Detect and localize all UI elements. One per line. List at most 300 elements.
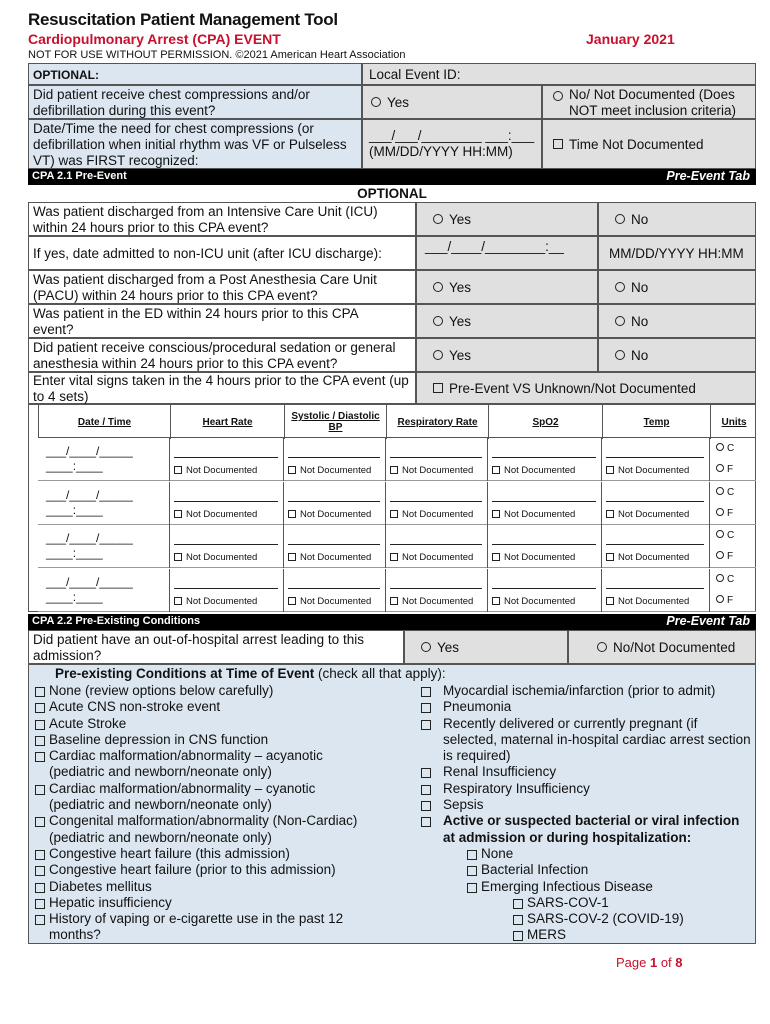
condition-label: Hepatic insufficiency xyxy=(49,894,172,910)
not-documented-label: Not Documented xyxy=(186,465,258,476)
sedation-question: Did patient receive conscious/procedural sedation or general anesthesia within 24 hours prior to this CPA event? xyxy=(33,340,396,371)
unit-label: C xyxy=(727,573,735,585)
checkbox-icon[interactable] xyxy=(390,597,398,605)
checkbox-icon[interactable] xyxy=(467,883,477,893)
entry-line xyxy=(288,501,380,502)
checkbox-icon[interactable] xyxy=(433,383,443,393)
checkbox-icon[interactable] xyxy=(174,597,182,605)
checkbox-icon[interactable] xyxy=(421,817,431,827)
radio-icon[interactable] xyxy=(716,508,724,516)
local-event-id-field[interactable] xyxy=(362,63,756,85)
condition-option[interactable] xyxy=(33,862,371,878)
checkbox-icon[interactable] xyxy=(174,510,182,518)
sedation-yes: Yes xyxy=(449,347,472,363)
vitals-datetime-field[interactable] xyxy=(38,525,170,568)
unit-label: C xyxy=(727,530,735,541)
radio-icon[interactable] xyxy=(553,91,563,101)
checkbox-icon[interactable] xyxy=(288,510,296,518)
checkbox-icon[interactable] xyxy=(421,801,431,811)
unit-option[interactable] xyxy=(716,525,756,546)
vitals-question: Enter vital signs taken in the 4 hours prior to the CPA event (up to 4 sets) xyxy=(33,373,409,404)
vitals-value-field[interactable] xyxy=(386,569,488,612)
optional-heading: OPTIONAL xyxy=(357,186,427,201)
checkbox-icon[interactable] xyxy=(35,899,45,909)
checkbox-icon[interactable] xyxy=(390,510,398,518)
not-documented-label: Not Documented xyxy=(618,508,690,520)
checkbox-icon[interactable] xyxy=(390,466,398,474)
page-prefix: Page xyxy=(616,955,650,970)
radio-icon[interactable] xyxy=(716,551,724,559)
date-blank: ___/____/_____ xyxy=(46,444,133,458)
ohca-question: Did patient have an out-of-hospital arrest leading to this admission? xyxy=(33,632,364,663)
icu-no-option[interactable] xyxy=(598,202,756,236)
document-title: Resuscitation Patient Management Tool xyxy=(28,10,338,29)
vitals-value-field[interactable] xyxy=(602,525,710,568)
col-date-time: Date / Time xyxy=(39,405,171,439)
vitals-unknown-option[interactable] xyxy=(416,372,756,404)
radio-icon[interactable] xyxy=(716,487,724,495)
q2-nd-label: Time Not Documented xyxy=(569,136,704,152)
ohca-question-cell xyxy=(28,630,404,664)
section-2-1-tab: Pre-Event Tab xyxy=(666,169,750,183)
col-bp: Systolic / Diastolic BP xyxy=(285,405,387,439)
entry-line xyxy=(492,588,596,589)
unit-label: F xyxy=(727,594,734,606)
unit-label: F xyxy=(727,507,734,519)
ed-no: No xyxy=(631,313,649,329)
radio-icon[interactable] xyxy=(615,316,625,326)
not-documented-checkbox[interactable] xyxy=(174,509,257,520)
condition-option[interactable] xyxy=(33,911,371,944)
ohca-yes: Yes xyxy=(437,639,460,655)
pacu-yes-option[interactable] xyxy=(416,270,598,304)
not-documented-checkbox[interactable] xyxy=(174,596,257,607)
condition-option[interactable] xyxy=(33,748,371,781)
icu-date-format-cell xyxy=(598,236,756,270)
event-subtitle: Cardiopulmonary Arrest (CPA) EVENT xyxy=(28,31,281,47)
radio-icon[interactable] xyxy=(371,97,381,107)
unit-label: F xyxy=(727,551,734,562)
vitals-datetime-field[interactable] xyxy=(38,438,170,481)
section-2-2-tab: Pre-Event Tab xyxy=(666,614,750,628)
not-documented-label: Not Documented xyxy=(186,552,258,563)
checkbox-icon[interactable] xyxy=(390,553,398,561)
units-field[interactable] xyxy=(710,525,756,568)
conditions-label: Pre-existing Conditions at Time of Event xyxy=(55,666,315,681)
condition-label: Cardiac malformation/abnormality – acyanotic (pediatric and newborn/neonate only) xyxy=(49,748,323,780)
entry-line xyxy=(288,588,380,589)
icu-question-cell xyxy=(28,202,416,236)
ed-yes: Yes xyxy=(449,313,472,329)
radio-icon[interactable] xyxy=(433,350,443,360)
unit-label: C xyxy=(727,486,735,498)
condition-option[interactable] xyxy=(419,813,753,846)
not-documented-label: Not Documented xyxy=(186,595,258,607)
checkbox-icon[interactable] xyxy=(35,720,45,730)
radio-icon[interactable] xyxy=(716,464,724,472)
checkbox-icon[interactable] xyxy=(35,687,45,697)
condition-option[interactable] xyxy=(419,683,753,699)
condition-label: Emerging Infectious Disease xyxy=(481,878,653,894)
checkbox-icon[interactable] xyxy=(492,553,500,561)
not-documented-label: Not Documented xyxy=(618,595,690,607)
icu-yes-option[interactable] xyxy=(416,202,598,236)
checkbox-icon[interactable] xyxy=(421,785,431,795)
not-documented-checkbox[interactable] xyxy=(606,552,689,563)
optional-label-cell xyxy=(28,63,362,85)
sedation-no-option[interactable] xyxy=(598,338,756,372)
conditions-left-list xyxy=(33,683,371,944)
condition-option[interactable] xyxy=(419,699,753,715)
radio-icon[interactable] xyxy=(433,282,443,292)
checkbox-icon[interactable] xyxy=(467,850,477,860)
not-documented-label: Not Documented xyxy=(402,552,474,563)
page-mid: of xyxy=(657,955,676,970)
condition-option[interactable] xyxy=(33,895,371,911)
q2-text: Date/Time the need for chest compressions (or defibrillation when initial rhythm was VF or Pulseless VT) was FIRST recognized: xyxy=(33,121,347,168)
entry-line xyxy=(390,544,482,545)
icu-date-format: MM/DD/YYYY HH:MM xyxy=(609,245,744,261)
vitals-value-field[interactable] xyxy=(170,438,284,481)
local-event-id-label: Local Event ID: xyxy=(369,67,461,82)
q2-not-documented-option[interactable] xyxy=(542,119,756,169)
condition-label: SARS-COV-1 xyxy=(527,894,609,910)
time-blank: ____:____ xyxy=(46,459,103,473)
not-documented-checkbox[interactable] xyxy=(492,596,575,607)
vitals-value-field[interactable] xyxy=(284,569,386,612)
entry-line xyxy=(390,501,482,502)
condition-label: None xyxy=(481,845,514,861)
not-documented-checkbox[interactable] xyxy=(390,596,473,607)
unit-option[interactable] xyxy=(716,459,756,480)
q1-no-option[interactable] xyxy=(542,85,756,119)
unit-option[interactable] xyxy=(716,482,756,503)
vitals-value-field[interactable] xyxy=(284,525,386,568)
condition-label: Recently delivered or currently pregnant (if selected, maternal in-hospital cardiac arrest section is required) xyxy=(443,715,751,764)
col-spo2: SpO2 xyxy=(489,405,603,439)
entry-line xyxy=(288,457,380,458)
checkbox-icon[interactable] xyxy=(35,850,45,860)
not-documented-label: Not Documented xyxy=(504,465,576,476)
copyright-notice: NOT FOR USE WITHOUT PERMISSION. ©2021 American Heart Association xyxy=(28,49,406,61)
radio-icon[interactable] xyxy=(716,530,724,538)
sedation-yes-option[interactable] xyxy=(416,338,598,372)
unit-label: C xyxy=(727,443,735,454)
units-field[interactable] xyxy=(710,438,756,481)
units-field[interactable] xyxy=(710,569,756,612)
entry-line xyxy=(606,501,704,502)
checkbox-icon[interactable] xyxy=(606,466,614,474)
checkbox-icon[interactable] xyxy=(174,466,182,474)
vitals-value-field[interactable] xyxy=(602,438,710,481)
condition-option[interactable] xyxy=(33,846,371,862)
vitals-row xyxy=(38,569,756,612)
condition-option[interactable] xyxy=(419,716,753,765)
radio-icon[interactable] xyxy=(716,574,724,582)
checkbox-icon[interactable] xyxy=(35,736,45,746)
condition-option[interactable] xyxy=(33,813,371,846)
checkbox-icon[interactable] xyxy=(467,866,477,876)
entry-line xyxy=(606,457,704,458)
condition-label: Congestive heart failure (prior to this admission) xyxy=(49,862,336,878)
icu-date-question-cell xyxy=(28,236,416,270)
q2-datetime-field[interactable] xyxy=(362,119,542,169)
icu-date-blank: ___/____/________:__ xyxy=(425,239,564,254)
not-documented-checkbox[interactable] xyxy=(606,465,689,476)
radio-icon[interactable] xyxy=(615,282,625,292)
condition-label: Congenital malformation/abnormality (Non-Cardiac) (pediatric and newborn/neonate only) xyxy=(49,813,358,845)
section-2-2-title: CPA 2.2 Pre-Existing Conditions xyxy=(32,615,201,627)
not-documented-checkbox[interactable] xyxy=(390,509,473,520)
entry-line xyxy=(606,544,704,545)
checkbox-icon[interactable] xyxy=(606,510,614,518)
not-documented-checkbox[interactable] xyxy=(606,596,689,607)
vitals-value-field[interactable] xyxy=(386,438,488,481)
unit-option[interactable] xyxy=(716,546,756,567)
sedation-no: No xyxy=(631,347,649,363)
condition-option[interactable] xyxy=(33,683,371,699)
vitals-value-field[interactable] xyxy=(488,525,602,568)
checkbox-icon[interactable] xyxy=(288,466,296,474)
entry-line xyxy=(492,544,596,545)
condition-option[interactable] xyxy=(419,927,753,943)
not-documented-label: Not Documented xyxy=(504,508,576,520)
vitals-datetime-field[interactable] xyxy=(38,569,170,612)
not-documented-label: Not Documented xyxy=(300,595,372,607)
not-documented-checkbox[interactable] xyxy=(390,465,473,476)
ed-question: Was patient in the ED within 24 hours prior to this CPA event? xyxy=(33,306,358,337)
condition-label: MERS xyxy=(527,927,567,943)
not-documented-checkbox[interactable] xyxy=(390,552,473,563)
checkbox-icon[interactable] xyxy=(513,899,523,909)
condition-label: Diabetes mellitus xyxy=(49,878,152,894)
vitals-datetime-field[interactable] xyxy=(38,482,170,525)
condition-option[interactable] xyxy=(33,716,371,732)
vitals-value-field[interactable] xyxy=(386,525,488,568)
condition-option[interactable] xyxy=(419,862,753,878)
icu-date-question: If yes, date admitted to non-ICU unit (after ICU discharge): xyxy=(33,246,382,261)
col-temp: Temp xyxy=(603,405,711,439)
vitals-value-field[interactable] xyxy=(488,482,602,525)
condition-label: Pneumonia xyxy=(443,699,512,715)
condition-option[interactable] xyxy=(33,699,371,715)
checkbox-icon[interactable] xyxy=(174,553,182,561)
checkbox-icon[interactable] xyxy=(421,687,431,697)
condition-option[interactable] xyxy=(419,781,753,797)
condition-label: Myocardial ischemia/infarction (prior to admit) xyxy=(443,683,716,698)
page-total: 8 xyxy=(675,955,683,970)
vitals-value-field[interactable] xyxy=(488,438,602,481)
checkbox-icon[interactable] xyxy=(288,597,296,605)
checkbox-icon[interactable] xyxy=(606,597,614,605)
checkbox-icon[interactable] xyxy=(421,768,431,778)
radio-icon[interactable] xyxy=(615,350,625,360)
section-2-2-header xyxy=(28,614,756,630)
vitals-row xyxy=(38,438,756,481)
not-documented-label: Not Documented xyxy=(504,552,576,563)
vitals-value-field[interactable] xyxy=(386,482,488,525)
col-resp-rate: Respiratory Rate xyxy=(387,405,489,439)
time-blank: ____:____ xyxy=(46,589,103,604)
ed-yes-option[interactable] xyxy=(416,304,598,338)
checkbox-icon[interactable] xyxy=(35,883,45,893)
conditions-heading xyxy=(55,666,446,682)
condition-label: Active or suspected bacterial or viral infection at admission or during hospitalization: xyxy=(443,813,740,845)
q2-blank: ___/___/________ ___:___ xyxy=(369,128,535,143)
not-documented-label: Not Documented xyxy=(618,552,690,563)
conditions-right-list xyxy=(419,683,753,944)
section-2-1-header xyxy=(28,169,756,185)
page-current: 1 xyxy=(649,955,658,970)
entry-line xyxy=(174,501,278,502)
not-documented-label: Not Documented xyxy=(402,465,474,476)
checkbox-icon[interactable] xyxy=(35,866,45,876)
version-date: January 2021 xyxy=(586,31,675,47)
not-documented-checkbox[interactable] xyxy=(492,465,575,476)
vitals-question-cell xyxy=(28,372,416,404)
not-documented-checkbox[interactable] xyxy=(288,596,371,607)
time-blank: ____:____ xyxy=(46,502,103,517)
optional-label: OPTIONAL: xyxy=(33,68,99,82)
date-blank: ___/____/_____ xyxy=(46,531,133,545)
not-documented-checkbox[interactable] xyxy=(492,509,575,520)
unit-option[interactable] xyxy=(716,569,756,590)
not-documented-checkbox[interactable] xyxy=(174,465,257,476)
condition-label: Acute Stroke xyxy=(49,715,127,731)
not-documented-label: Not Documented xyxy=(300,508,372,520)
vitals-value-field[interactable] xyxy=(284,438,386,481)
vitals-value-field[interactable] xyxy=(170,525,284,568)
radio-icon[interactable] xyxy=(597,642,607,652)
condition-label: SARS-COV-2 (COVID-19) xyxy=(527,911,684,927)
checkbox-icon[interactable] xyxy=(492,466,500,474)
pacu-no: No xyxy=(631,279,649,295)
unit-option[interactable] xyxy=(716,438,756,459)
radio-icon[interactable] xyxy=(716,443,724,451)
pacu-yes: Yes xyxy=(449,279,472,295)
sedation-question-cell xyxy=(28,338,416,372)
condition-label: Cardiac malformation/abnormality – cyanotic (pediatric and newborn/neonate only) xyxy=(49,780,316,813)
pacu-question-cell xyxy=(28,270,416,304)
checkbox-icon[interactable] xyxy=(492,597,500,605)
checkbox-icon[interactable] xyxy=(35,752,45,762)
not-documented-label: Not Documented xyxy=(402,508,474,520)
not-documented-checkbox[interactable] xyxy=(492,552,575,563)
entry-line xyxy=(492,457,596,458)
condition-option[interactable] xyxy=(33,879,371,895)
radio-icon[interactable] xyxy=(716,595,724,603)
condition-label: Renal Insufficiency xyxy=(443,764,557,780)
checkbox-icon[interactable] xyxy=(606,553,614,561)
condition-option[interactable] xyxy=(419,911,753,927)
pacu-question: Was patient discharged from a Post Anesthesia Care Unit (PACU) within 24 hours prior to this CPA event? xyxy=(33,272,377,303)
conditions-hint: (check all that apply): xyxy=(314,666,446,681)
condition-option[interactable] xyxy=(419,846,753,862)
checkbox-icon[interactable] xyxy=(35,915,45,925)
checkbox-icon[interactable] xyxy=(553,139,563,149)
time-blank: ____:____ xyxy=(46,546,103,560)
units-field[interactable] xyxy=(710,482,756,525)
condition-label: Sepsis xyxy=(443,797,484,813)
not-documented-label: Not Documented xyxy=(300,465,372,476)
not-documented-label: Not Documented xyxy=(504,595,576,607)
condition-label: Baseline depression in CNS function xyxy=(49,731,269,747)
condition-option[interactable] xyxy=(419,879,753,895)
not-documented-checkbox[interactable] xyxy=(606,509,689,520)
vitals-value-field[interactable] xyxy=(602,482,710,525)
not-documented-checkbox[interactable] xyxy=(288,465,371,476)
condition-label: History of vaping or e-cigarette use in the past 12 months? xyxy=(49,911,344,943)
checkbox-icon[interactable] xyxy=(35,785,45,795)
not-documented-checkbox[interactable] xyxy=(174,552,257,563)
unit-option[interactable] xyxy=(716,590,756,611)
vitals-value-field[interactable] xyxy=(602,569,710,612)
ohca-yes-option[interactable] xyxy=(404,630,568,664)
checkbox-icon[interactable] xyxy=(492,510,500,518)
checkbox-icon[interactable] xyxy=(35,817,45,827)
checkbox-icon[interactable] xyxy=(421,703,431,713)
vitals-value-field[interactable] xyxy=(170,569,284,612)
unit-label: F xyxy=(727,464,734,475)
checkbox-icon[interactable] xyxy=(288,553,296,561)
ohca-no-option[interactable] xyxy=(568,630,756,664)
vitals-header-row xyxy=(38,404,756,438)
pacu-no-option[interactable] xyxy=(598,270,756,304)
conditions-panel xyxy=(28,664,756,944)
condition-option[interactable] xyxy=(419,764,753,780)
vitals-value-field[interactable] xyxy=(170,482,284,525)
unit-option[interactable] xyxy=(716,503,756,524)
vitals-row xyxy=(38,525,756,568)
radio-icon[interactable] xyxy=(433,214,443,224)
condition-option[interactable] xyxy=(33,781,371,814)
entry-line xyxy=(288,544,380,545)
entry-line xyxy=(492,501,596,502)
radio-icon[interactable] xyxy=(421,642,431,652)
q2-cell xyxy=(28,119,362,169)
q1-yes-label: Yes xyxy=(387,94,410,110)
condition-option[interactable] xyxy=(419,895,753,911)
condition-option[interactable] xyxy=(419,797,753,813)
vitals-value-field[interactable] xyxy=(488,569,602,612)
radio-icon[interactable] xyxy=(433,316,443,326)
condition-label: None (review options below carefully) xyxy=(49,683,274,698)
entry-line xyxy=(174,588,278,589)
not-documented-label: Not Documented xyxy=(186,508,258,520)
entry-line xyxy=(174,544,278,545)
ed-no-option[interactable] xyxy=(598,304,756,338)
vitals-row xyxy=(38,482,756,525)
not-documented-checkbox[interactable] xyxy=(288,509,371,520)
checkbox-icon[interactable] xyxy=(421,720,431,730)
condition-label: Acute CNS non-stroke event xyxy=(49,699,221,715)
checkbox-icon[interactable] xyxy=(513,915,523,925)
not-documented-checkbox[interactable] xyxy=(288,552,371,563)
not-documented-label: Not Documented xyxy=(300,552,372,563)
checkbox-icon[interactable] xyxy=(35,703,45,713)
q1-yes-option[interactable] xyxy=(362,85,542,119)
q2-format: (MM/DD/YYYY HH:MM) xyxy=(369,144,513,159)
condition-option[interactable] xyxy=(33,732,371,748)
checkbox-icon[interactable] xyxy=(513,931,523,941)
icu-date-field[interactable] xyxy=(416,236,598,270)
vitals-value-field[interactable] xyxy=(284,482,386,525)
date-blank: ___/____/_____ xyxy=(46,487,133,502)
q1-cell xyxy=(28,85,362,119)
entry-line xyxy=(390,457,482,458)
radio-icon[interactable] xyxy=(615,214,625,224)
condition-label: Respiratory Insufficiency xyxy=(443,780,590,796)
